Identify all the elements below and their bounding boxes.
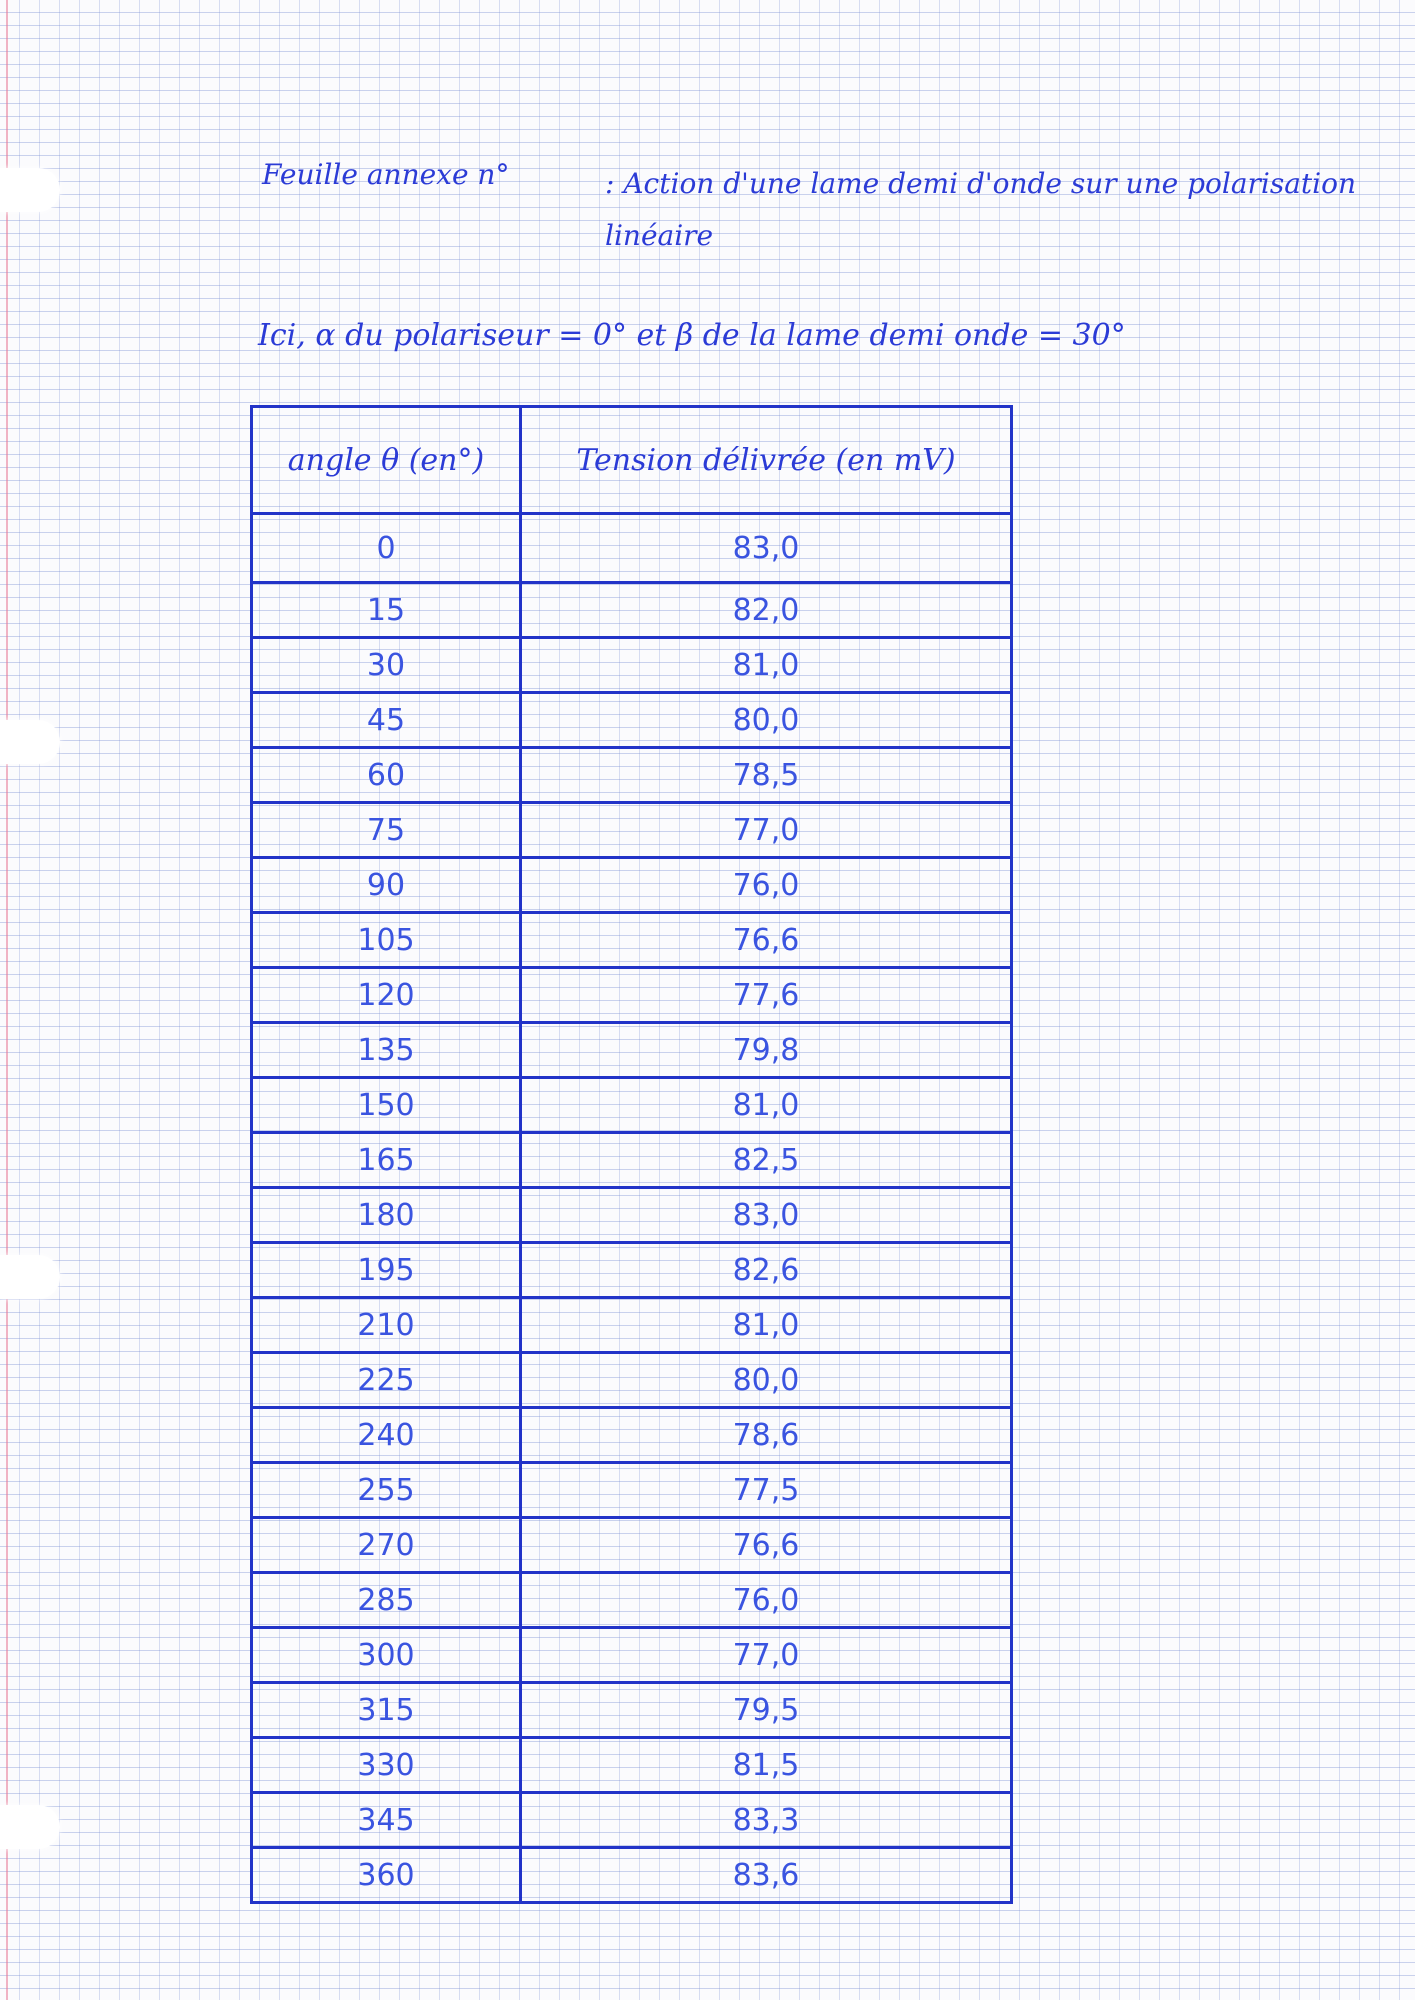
voltage-cell: 81,5 [521, 1738, 1012, 1793]
table-row [252, 1518, 1012, 1573]
table-row [252, 638, 1012, 693]
punch-hole [0, 168, 60, 212]
table-row [252, 858, 1012, 913]
voltage-cell: 79,5 [521, 1683, 1012, 1738]
voltage-cell: 83,3 [521, 1793, 1012, 1848]
paper-margin-line [6, 0, 8, 2000]
angle-cell: 90 [252, 858, 521, 913]
table-row [252, 1133, 1012, 1188]
voltage-cell: 77,5 [521, 1463, 1012, 1518]
angle-cell: 210 [252, 1298, 521, 1353]
angle-cell: 345 [252, 1793, 521, 1848]
table-row [252, 583, 1012, 638]
voltage-cell: 78,5 [521, 748, 1012, 803]
angle-cell: 300 [252, 1628, 521, 1683]
angle-cell: 150 [252, 1078, 521, 1133]
voltage-cell: 77,0 [521, 1628, 1012, 1683]
voltage-cell: 78,6 [521, 1408, 1012, 1463]
voltage-cell: 80,0 [521, 693, 1012, 748]
voltage-cell: 76,6 [521, 913, 1012, 968]
voltage-cell: 83,0 [521, 514, 1012, 583]
angle-cell: 255 [252, 1463, 521, 1518]
angle-cell: 120 [252, 968, 521, 1023]
table-row [252, 748, 1012, 803]
voltage-cell: 76,6 [521, 1518, 1012, 1573]
table-row [252, 913, 1012, 968]
table-header-row [252, 407, 1012, 514]
punch-hole [0, 1805, 60, 1849]
voltage-cell: 79,8 [521, 1023, 1012, 1078]
voltage-cell: 81,0 [521, 638, 1012, 693]
angle-cell: 285 [252, 1573, 521, 1628]
measurement-table [250, 405, 1013, 1904]
page-title: : Action d'une lame demi d'onde sur une polarisation linéaire [605, 167, 1357, 252]
voltage-cell: 76,0 [521, 858, 1012, 913]
table-row [252, 1353, 1012, 1408]
voltage-cell: 80,0 [521, 1353, 1012, 1408]
table-row [252, 1848, 1012, 1903]
angle-cell: 30 [252, 638, 521, 693]
angle-cell: 270 [252, 1518, 521, 1573]
table-row [252, 1298, 1012, 1353]
column-header-angle: angle θ (en°) [252, 407, 521, 514]
angle-cell: 360 [252, 1848, 521, 1903]
voltage-cell: 82,0 [521, 583, 1012, 638]
voltage-cell: 82,5 [521, 1133, 1012, 1188]
voltage-cell: 81,0 [521, 1078, 1012, 1133]
angle-cell: 330 [252, 1738, 521, 1793]
angle-cell: 75 [252, 803, 521, 858]
angle-cell: 45 [252, 693, 521, 748]
table-row [252, 1023, 1012, 1078]
table-row [252, 1793, 1012, 1848]
table-row [252, 1078, 1012, 1133]
angle-cell: 240 [252, 1408, 521, 1463]
table-row [252, 803, 1012, 858]
sheet-label: Feuille annexe n° [262, 158, 510, 191]
table-row [252, 1188, 1012, 1243]
voltage-cell: 77,6 [521, 968, 1012, 1023]
angle-cell: 135 [252, 1023, 521, 1078]
table-row [252, 1738, 1012, 1793]
table-row [252, 1463, 1012, 1518]
table-row [252, 693, 1012, 748]
table-row [252, 1683, 1012, 1738]
table-row [252, 1408, 1012, 1463]
angle-cell: 315 [252, 1683, 521, 1738]
experiment-conditions: Ici, α du polariseur = 0° et β de la lame demi onde = 30° [258, 318, 1126, 353]
angle-cell: 0 [252, 514, 521, 583]
column-header-voltage: Tension délivrée (en mV) [521, 407, 1012, 514]
angle-cell: 195 [252, 1243, 521, 1298]
angle-cell: 15 [252, 583, 521, 638]
angle-cell: 105 [252, 913, 521, 968]
voltage-cell: 83,6 [521, 1848, 1012, 1903]
angle-cell: 225 [252, 1353, 521, 1408]
voltage-cell: 77,0 [521, 803, 1012, 858]
table-row [252, 1628, 1012, 1683]
voltage-cell: 82,6 [521, 1243, 1012, 1298]
table-row [252, 1243, 1012, 1298]
angle-cell: 165 [252, 1133, 521, 1188]
voltage-cell: 76,0 [521, 1573, 1012, 1628]
voltage-cell: 83,0 [521, 1188, 1012, 1243]
punch-hole [0, 1255, 60, 1299]
table-row [252, 1573, 1012, 1628]
punch-hole [0, 720, 60, 764]
table-row [252, 968, 1012, 1023]
table-body [252, 514, 1012, 1903]
voltage-cell: 81,0 [521, 1298, 1012, 1353]
angle-cell: 60 [252, 748, 521, 803]
angle-cell: 180 [252, 1188, 521, 1243]
table-row [252, 514, 1012, 583]
